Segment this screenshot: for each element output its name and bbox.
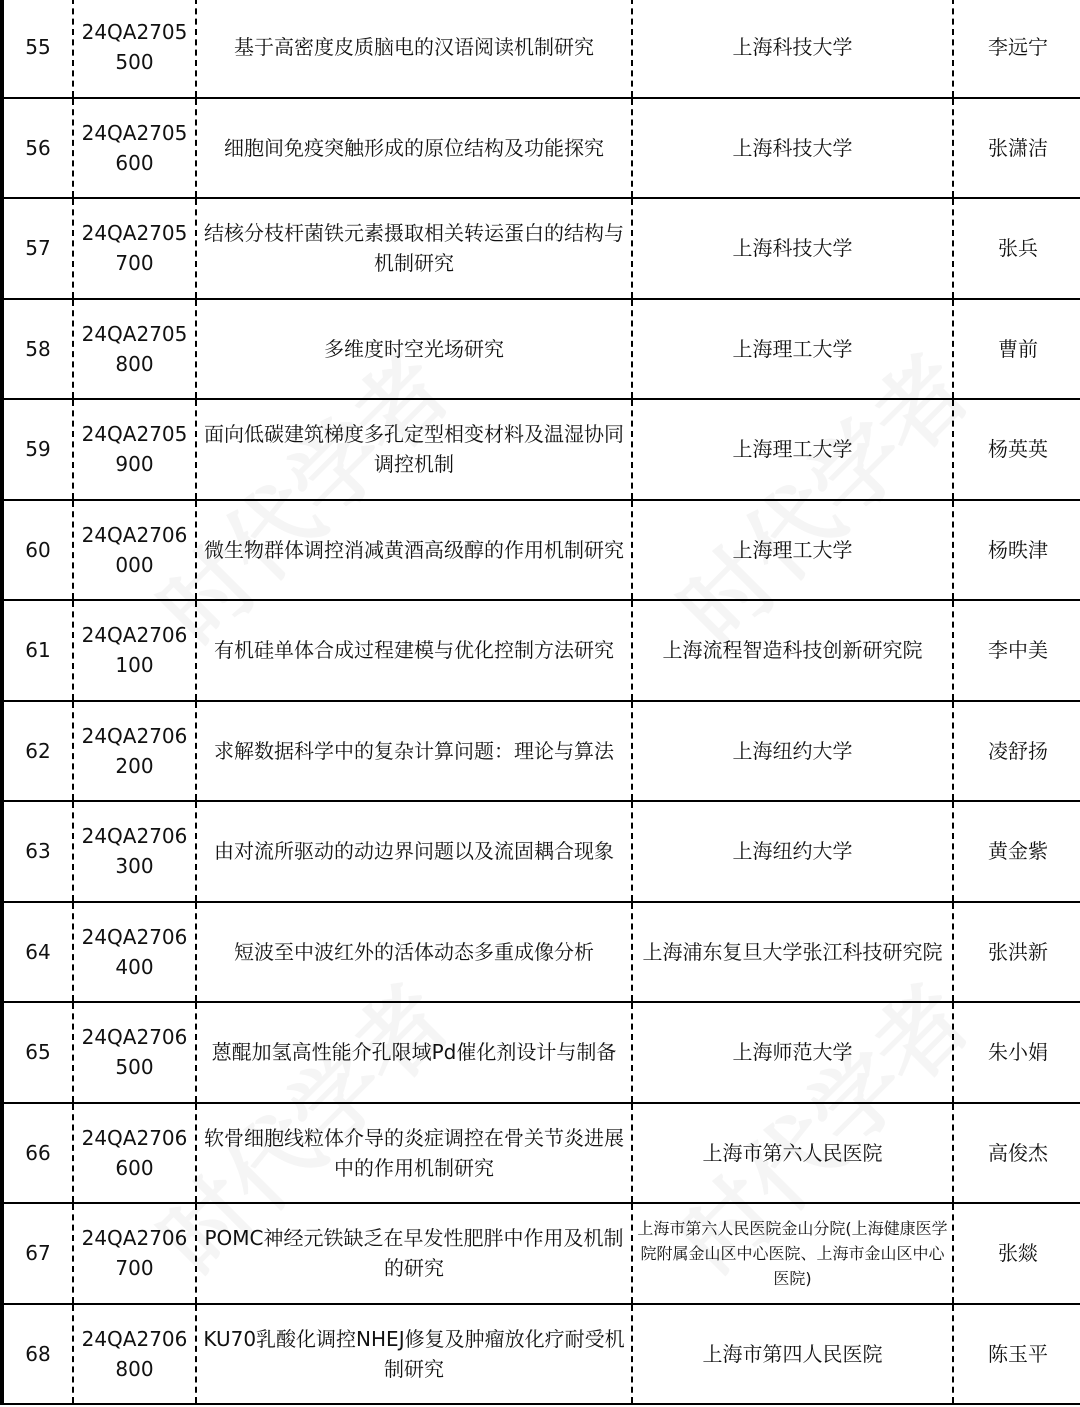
researcher-name: 陈玉平 [953, 1304, 1080, 1405]
researcher-name: 黄金紫 [953, 801, 1080, 902]
table-row [2, 1103, 1080, 1204]
row-number: 66 [2, 1103, 73, 1204]
institution: 上海市第六人民医院金山分院(上海健康医学院附属金山区中心医院、上海市金山区中心医院) [632, 1203, 953, 1304]
institution: 上海市第四人民医院 [632, 1304, 953, 1405]
project-title: 多维度时空光场研究 [196, 299, 632, 400]
table-row [2, 600, 1080, 701]
project-title: 有机硅单体合成过程建模与优化控制方法研究 [196, 600, 632, 701]
row-number: 57 [2, 198, 73, 299]
institution: 上海理工大学 [632, 500, 953, 601]
project-id: 24QA2705800 [73, 299, 196, 400]
researcher-name: 张燚 [953, 1203, 1080, 1304]
project-title: 结核分枝杆菌铁元素摄取相关转运蛋白的结构与机制研究 [196, 198, 632, 299]
project-title: KU70乳酸化调控NHEJ修复及肿瘤放化疗耐受机制研究 [196, 1304, 632, 1405]
project-title: 微生物群体调控消减黄酒高级醇的作用机制研究 [196, 500, 632, 601]
row-number: 61 [2, 600, 73, 701]
table-row [2, 1203, 1080, 1304]
institution: 上海科技大学 [632, 198, 953, 299]
row-number: 63 [2, 801, 73, 902]
institution: 上海流程智造科技创新研究院 [632, 600, 953, 701]
row-number: 68 [2, 1304, 73, 1405]
project-title: 蒽醌加氢高性能介孔限域Pd催化剂设计与制备 [196, 1002, 632, 1103]
table-row [2, 0, 1080, 98]
row-number: 58 [2, 299, 73, 400]
project-title: 细胞间免疫突触形成的原位结构及功能探究 [196, 98, 632, 199]
project-title: 短波至中波红外的活体动态多重成像分析 [196, 902, 632, 1003]
project-id: 24QA2706500 [73, 1002, 196, 1103]
project-id: 24QA2706000 [73, 500, 196, 601]
row-number: 65 [2, 1002, 73, 1103]
project-title: 求解数据科学中的复杂计算问题：理论与算法 [196, 701, 632, 802]
project-id: 24QA2705900 [73, 399, 196, 500]
table-row [2, 399, 1080, 500]
row-number: 60 [2, 500, 73, 601]
institution: 上海纽约大学 [632, 701, 953, 802]
institution: 上海师范大学 [632, 1002, 953, 1103]
row-number: 62 [2, 701, 73, 802]
researcher-name: 李远宁 [953, 0, 1080, 98]
row-number: 64 [2, 902, 73, 1003]
row-number: 67 [2, 1203, 73, 1304]
project-title: 基于高密度皮质脑电的汉语阅读机制研究 [196, 0, 632, 98]
institution: 上海科技大学 [632, 0, 953, 98]
table-row [2, 198, 1080, 299]
project-title: POMC神经元铁缺乏在早发性肥胖中作用及机制的研究 [196, 1203, 632, 1304]
project-id: 24QA2706300 [73, 801, 196, 902]
table-row [2, 902, 1080, 1003]
project-id: 24QA2706800 [73, 1304, 196, 1405]
table-row [2, 1002, 1080, 1103]
institution: 上海理工大学 [632, 299, 953, 400]
project-id: 24QA2706700 [73, 1203, 196, 1304]
researcher-name: 高俊杰 [953, 1103, 1080, 1204]
institution: 上海纽约大学 [632, 801, 953, 902]
researcher-name: 曹前 [953, 299, 1080, 400]
project-id: 24QA2706600 [73, 1103, 196, 1204]
institution: 上海理工大学 [632, 399, 953, 500]
table-row [2, 299, 1080, 400]
institution: 上海科技大学 [632, 98, 953, 199]
researcher-name: 张洪新 [953, 902, 1080, 1003]
project-title: 由对流所驱动的动边界问题以及流固耦合现象 [196, 801, 632, 902]
project-id: 24QA2706200 [73, 701, 196, 802]
project-id: 24QA2705500 [73, 0, 196, 98]
table-row [2, 1304, 1080, 1405]
table-row [2, 98, 1080, 199]
project-title: 面向低碳建筑梯度多孔定型相变材料及温湿协同调控机制 [196, 399, 632, 500]
project-id: 24QA2705700 [73, 198, 196, 299]
institution: 上海浦东复旦大学张江科技研究院 [632, 902, 953, 1003]
row-number: 56 [2, 98, 73, 199]
table-row [2, 500, 1080, 601]
researcher-name: 李中美 [953, 600, 1080, 701]
researcher-name: 杨英英 [953, 399, 1080, 500]
institution: 上海市第六人民医院 [632, 1103, 953, 1204]
table-row [2, 801, 1080, 902]
row-number: 55 [2, 0, 73, 98]
researcher-name: 杨昳津 [953, 500, 1080, 601]
project-id: 24QA2705600 [73, 98, 196, 199]
project-title: 软骨细胞线粒体介导的炎症调控在骨关节炎进展中的作用机制研究 [196, 1103, 632, 1204]
project-id: 24QA2706400 [73, 902, 196, 1003]
researcher-name: 张潇洁 [953, 98, 1080, 199]
researcher-name: 朱小娟 [953, 1002, 1080, 1103]
table-row [2, 701, 1080, 802]
researcher-name: 张兵 [953, 198, 1080, 299]
row-number: 59 [2, 399, 73, 500]
project-id: 24QA2706100 [73, 600, 196, 701]
researcher-name: 凌舒扬 [953, 701, 1080, 802]
